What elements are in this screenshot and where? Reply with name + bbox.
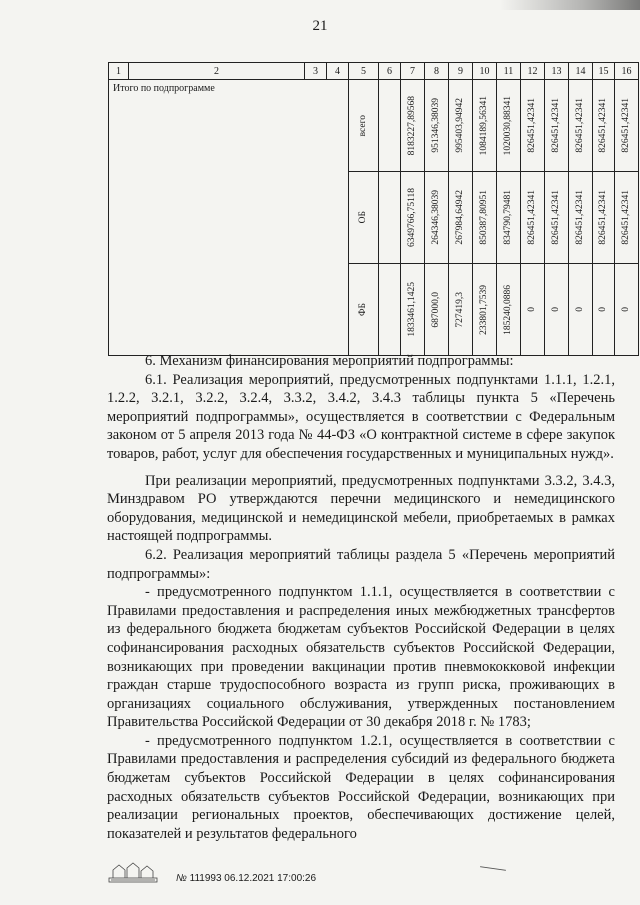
column-number-5: 5 [349, 63, 379, 80]
column-number-12: 12 [521, 63, 545, 80]
stamp-text: 111993 06.12.2021 17:00:26 [189, 873, 317, 884]
value-cell [593, 172, 615, 264]
column-number-15: 15 [593, 63, 615, 80]
empty-cell [379, 264, 401, 356]
empty-cell [379, 172, 401, 264]
value-text: 834790,79481 [502, 190, 513, 245]
value-text: 687000,0 [430, 291, 441, 328]
financing-table [108, 62, 639, 356]
value-cell [615, 80, 639, 172]
value-cell [545, 172, 569, 264]
value-text: 995403,94942 [454, 98, 465, 153]
value-cell [449, 264, 473, 356]
value-text: 826451,42341 [620, 190, 631, 245]
value-text: 0 [550, 307, 561, 312]
value-text: 0 [526, 307, 537, 312]
value-cell [473, 172, 497, 264]
value-cell [521, 80, 545, 172]
paragraph: - предусмотренного подпунктом 1.2.1, осуществляется в соответствии с Правилами предоставления и распределения субсидий из федерального бюджета бюджетам субъектов Российской Федерации в целях софинансирования расходных обязательств субъектов Российской Федерации, возникающих при реализации региональных проектов, обеспечивающих достижение целей, показателей и результатов федерального [107, 732, 615, 842]
column-number-10: 10 [473, 63, 497, 80]
row-title: Итого по подпрограмме [109, 80, 349, 356]
value-text: 1020030,88341 [502, 95, 513, 156]
value-cell [545, 264, 569, 356]
value-cell [569, 172, 593, 264]
row-label [349, 172, 379, 264]
emblem-icon [107, 860, 187, 884]
value-text: 185240,0886 [502, 284, 513, 335]
pen-mark [480, 866, 506, 871]
value-text: 267984,64942 [454, 190, 465, 245]
column-number-4: 4 [327, 63, 349, 80]
value-cell [425, 264, 449, 356]
scan-edge-mark [500, 0, 640, 10]
value-text: 0 [597, 307, 608, 312]
value-cell [615, 172, 639, 264]
row-label-text: ОБ [357, 211, 368, 224]
value-text: 233801,7539 [478, 284, 489, 335]
column-number-13: 13 [545, 63, 569, 80]
paragraph: 6. Механизм финансирования мероприятий подпрограммы: [145, 353, 514, 369]
row-label-text: всего [357, 114, 368, 137]
value-cell [521, 172, 545, 264]
value-text: 826451,42341 [620, 98, 631, 153]
value-text: 6349766,75118 [406, 187, 417, 248]
value-cell [497, 264, 521, 356]
paragraph: 6.2. Реализация мероприятий таблицы раздела 5 «Перечень мероприятий подпрограммы»: [107, 546, 615, 582]
value-cell [401, 264, 425, 356]
value-cell [593, 264, 615, 356]
value-text: 1833461,1425 [406, 282, 417, 337]
value-text: 826451,42341 [526, 190, 537, 245]
value-text: 8183227,89568 [406, 95, 417, 156]
value-cell [521, 264, 545, 356]
value-text: 0 [574, 307, 585, 312]
value-text: 0 [620, 307, 631, 312]
row-label [349, 80, 379, 172]
value-cell [615, 264, 639, 356]
column-number-1: 1 [109, 63, 129, 80]
body-text [107, 352, 615, 843]
value-text: 826451,42341 [550, 98, 561, 153]
paragraph: При реализации мероприятий, предусмотренных подпунктами 3.3.2, 3.4.3, Минздравом РО утверждаются перечни медицинского и немедицинского оборудования, медицинской и немедицинской мебели, приобретаемых в рамках настоящей подпрограммы. [107, 472, 615, 545]
value-text: 1084189,56341 [478, 95, 489, 156]
value-text: 826451,42341 [550, 190, 561, 245]
value-cell [449, 80, 473, 172]
value-cell [545, 80, 569, 172]
value-cell [425, 80, 449, 172]
column-number-14: 14 [569, 63, 593, 80]
value-cell [497, 80, 521, 172]
stamp-mark: № [176, 873, 187, 884]
value-cell [401, 172, 425, 264]
value-cell [497, 172, 521, 264]
value-cell [473, 264, 497, 356]
column-number-6: 6 [379, 63, 401, 80]
column-number-16: 16 [615, 63, 639, 80]
column-number-11: 11 [497, 63, 521, 80]
value-text: 826451,42341 [597, 190, 608, 245]
row-label [349, 264, 379, 356]
column-number-7: 7 [401, 63, 425, 80]
value-cell [473, 80, 497, 172]
empty-cell [379, 80, 401, 172]
column-number-8: 8 [425, 63, 449, 80]
value-text: 264346,38039 [430, 190, 441, 245]
value-text: 951346,38039 [430, 98, 441, 153]
value-text: 850387,80951 [478, 190, 489, 245]
column-number-3: 3 [305, 63, 327, 80]
value-cell [401, 80, 425, 172]
value-cell [569, 264, 593, 356]
value-text: 826451,42341 [574, 98, 585, 153]
value-text: 826451,42341 [574, 190, 585, 245]
document-stamp [176, 873, 316, 884]
paragraph: - предусмотренного подпунктом 1.1.1, осуществляется в соответствии с Правилами предоставления и распределения иных межбюджетных трансфертов из федерального бюджета бюджетам субъектов Российской Федерации в целях софинансирования расходных обязательств субъектов Российской Федерации, возникающих при проведении вакцинации против пневмококковой инфекции граждан старше трудоспособного возраста из групп риска, проживающих в организациях социального обслуживания, утвержденных постановлением Правительства Российской Федерации от 30 декабря 2018 г. № 1783; [107, 584, 615, 731]
value-text: 727419,3 [454, 291, 465, 328]
paragraph: 6.1. Реализация мероприятий, предусмотренных подпунктами 1.1.1, 1.2.1, 1.2.2, 3.2.1, 3.2.2, 3.2.4, 3.3.2, 3.4.2, 3.4.3 таблицы пункта 5 «Перечень мероприятий подпрограммы», осуществляется в соответствии с Федеральным законом от 5 апреля 2013 года № 44-ФЗ «О контрактной системе в сфере закупок товаров, работ, услуг для обеспечения государственных и муниципальных нужд». [107, 371, 615, 462]
value-text: 826451,42341 [597, 98, 608, 153]
column-number-2: 2 [129, 63, 305, 80]
table-header-row [109, 63, 639, 80]
table-row [109, 80, 639, 172]
page-number: 21 [312, 18, 328, 34]
column-number-9: 9 [449, 63, 473, 80]
value-cell [569, 80, 593, 172]
value-cell [449, 172, 473, 264]
value-cell [593, 80, 615, 172]
value-text: 826451,42341 [526, 98, 537, 153]
row-label-text: ФБ [357, 303, 368, 316]
value-cell [425, 172, 449, 264]
